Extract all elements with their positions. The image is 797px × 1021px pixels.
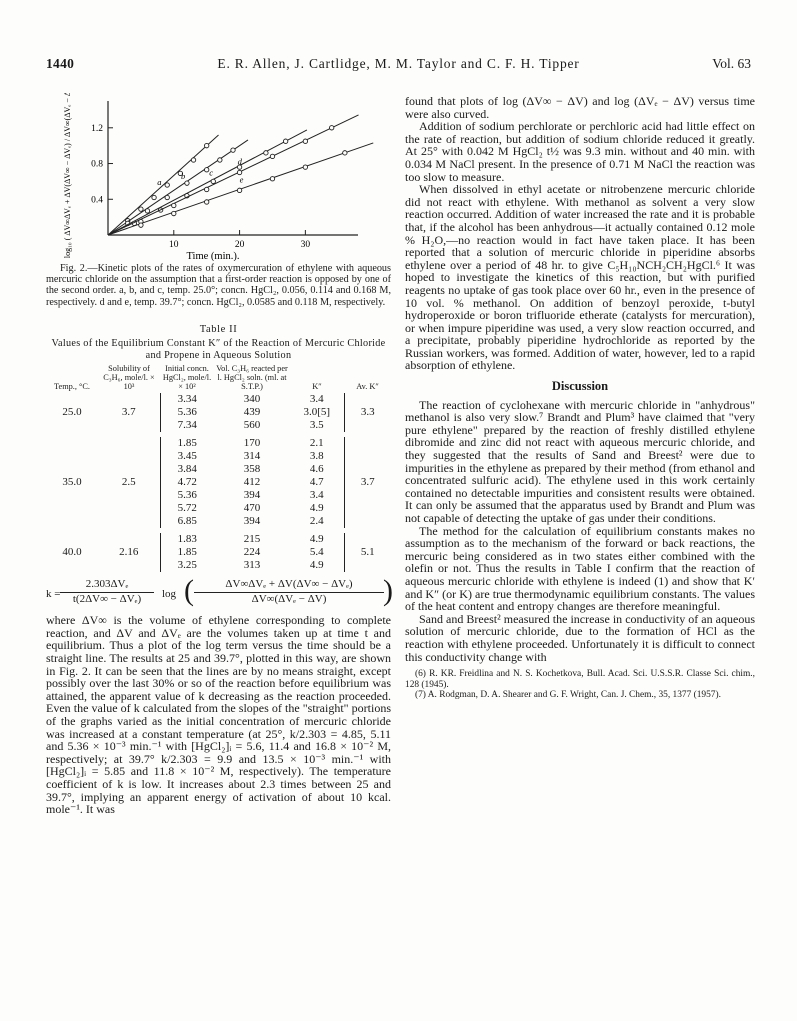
x-tick-label: 20 (234, 240, 245, 250)
cell-temp: 35.0 (62, 476, 82, 489)
running-authors: E. R. Allen, J. Cartlidge, M. M. Taylor and C. F. H. Tipper (217, 56, 580, 71)
table-row (46, 463, 391, 476)
cell-temp (46, 502, 98, 515)
cell-concn: 3.34 (160, 393, 214, 406)
data-point-d (303, 139, 307, 143)
equilibrium-table (46, 365, 391, 572)
cell-concn: 5.36 (160, 406, 214, 419)
cell-avk (344, 437, 391, 450)
cell-k: 5.4 (290, 546, 344, 559)
data-point-e (172, 211, 176, 215)
cell-solubility (98, 559, 160, 572)
cell-volume: 170 (243, 437, 261, 450)
cell-concn: 1.85 (160, 546, 214, 559)
cell-avk (344, 502, 391, 515)
page-header (46, 56, 751, 74)
footnote-6: (6) R. KR. Freidlina and N. S. Kochetkova, Bull. Acad. Sci. U.S.S.R. Classe Sci. chim., 128 (1945). (405, 669, 755, 690)
data-point-b (185, 181, 189, 185)
eq-frac1-denominator: t(2ΔV∞ − ΔVₑ) (72, 592, 142, 605)
cell-volume: 224 (243, 546, 261, 559)
col-solubility: Solubility of C₃H₆, mole/l. × 10³ (103, 364, 155, 391)
cell-k: 4.6 (290, 463, 344, 476)
cell-solubility (98, 533, 160, 546)
cell-concn: 1.83 (160, 533, 214, 546)
cell-concn: 1.85 (160, 437, 214, 450)
cell-volume: 439 (243, 406, 261, 419)
data-point-d (204, 187, 208, 191)
cell-avk (344, 393, 391, 406)
series-label-a: a (157, 176, 162, 187)
table-row (46, 515, 391, 528)
cell-avk (344, 450, 391, 463)
cell-avk: 3.3 (360, 406, 375, 419)
eq-paren-open: ( (184, 574, 194, 608)
table-row (46, 450, 391, 463)
right-paragraph-2: Addition of sodium perchlorate or perchloric acid had little effect on the rate of reaction, but addition of sodium chloride reduced it greatly. At 25° with 0.042 M HgCl₂ t½ was 9.3 min. without and 40 min. with 0.034 M NaCl present. In the presence of 0.71 M NaCl the reaction was too slow to measure. (405, 119, 755, 184)
series-line-b (108, 140, 248, 235)
col-temp: Temp., °C. (54, 381, 90, 391)
cell-solubility (98, 515, 160, 528)
x-axis-label: Time (min.). (186, 251, 240, 261)
volume-label: Vol. 63 (712, 56, 751, 71)
eq-k: k = (46, 588, 61, 601)
cell-avk (344, 419, 391, 432)
cell-avk: 3.7 (360, 476, 375, 489)
data-point-a (204, 143, 208, 147)
cell-concn: 5.36 (160, 489, 214, 502)
eq-frac2-numerator: ΔV∞ΔVₑ + ΔV(ΔV∞ − ΔVₑ) (194, 578, 384, 593)
data-point-e (139, 223, 143, 227)
cell-temp (46, 419, 98, 432)
cell-volume: 394 (243, 489, 261, 502)
cell-volume: 358 (243, 463, 261, 476)
col-k: K″ (312, 381, 322, 391)
cell-avk (344, 489, 391, 502)
footnote-7: (7) A. Rodgman, D. A. Shearer and G. F. Wright, Can. J. Chem., 35, 1377 (1957). (415, 690, 721, 701)
cell-k: 3.0[5] (290, 406, 344, 419)
series-label-d: d (237, 156, 242, 167)
cell-concn: 5.72 (160, 502, 214, 515)
table-row (46, 559, 391, 572)
left-body-text: where ΔV∞ is the volume of ethylene corresponding to complete reaction, and ΔV and ΔVₑ are the volumes taken up at time t and equilibrium. Thus a plot of the log term versus the time should be a straight line. The results at 25 and 39.7°, plotted in this way, are shown in Fig. 2. It can be seen that the lines are by no means straight, except possibly over the last 30% or so of the reaction before equilibrium was attained, the apparent value of k decreasing as the reaction proceeded. Even the value of k calculated from the slopes of the "straight" portions of the graphs varied as the initial concentration of mercuric chloride was increased at a constant temperature (at 25°, k/2.303 = 4.85, 5.11 and 5.36 × 10⁻³ min.⁻¹ with [HgCl₂]ᵢ = 5.6, 11.4 and 16.8 × 10⁻² M, respectively; at 39.7° k/2.303 = 9.9 and 13.5 × 10⁻³ min.⁻¹ with [HgCl₂]ᵢ = 5.85 and 11.8 × 10⁻² M, respectively). The temperature coefficient of k is low. It increases about 2.3 times between 25 and 39.7°, implying an apparent energy of activation of about 10 kcal. mole⁻¹. It was (46, 613, 391, 817)
cell-solubility (98, 393, 160, 406)
cell-k: 4.9 (290, 533, 344, 546)
table-row (46, 476, 391, 489)
series-label-c: c (209, 167, 214, 178)
cell-solubility (98, 437, 160, 450)
data-point-b (218, 158, 222, 162)
cell-solubility (98, 489, 160, 502)
cell-volume: 313 (243, 559, 261, 572)
cell-solubility (98, 463, 160, 476)
cell-temp (46, 489, 98, 502)
left-column (46, 93, 391, 816)
data-point-c (211, 179, 215, 183)
cell-temp (46, 559, 98, 572)
discussion-paragraph-2: The method for the calculation of equilibrium constants makes no assumption as to the mechanism of the forward or back reactions, the mercuric being considered as in two states either combined with the olefin or not. Thus the results in Table I confirm that the reaction of aqueous mercuric chloride with ethylene is indeed (1) and show that K′ and K″ (or K) are true thermodynamic equilibrium constants. The values of the heat content and entropy changes are therefore meaningful. (405, 523, 755, 614)
cell-solubility: 2.16 (119, 546, 139, 559)
col-volume: Vol. C₃H₆ reacted per l. HgCl₂ soln. (ml. at S.T.P.) (216, 364, 288, 391)
cell-k: 4.7 (290, 476, 344, 489)
series-line-d (108, 115, 359, 235)
data-point-e (237, 188, 241, 192)
right-paragraph-3: When dissolved in ethyl acetate or nitrobenzene mercuric chloride did not react with ethylene. With methanol as solvent a very slow reaction occurred. Addition of water increased the rate and it is probable that, if the alcohol has been anhydrous—it actually contained 0.12 mole % H₂O,—no reaction would in fact have taken place. It has been reported that a solution of mercuric chloride in piperidine absorbs ethylene over a period of 48 hr. to give C₅H₁₀NCH₂CH₂HgCl.⁶ It was hoped to investigate the kinetics of this reaction, but with purified reagents no uptake of gas took place over 60 hr., even in the presence of 10 vol. % methanol. On addition of benzoyl peroxide, t-butyl hydroperoxide or boron trifluoride etherate (catalysts for mercuration), or when impure piperidine was used, a very slow reaction occurred, and a precipitate, probably piperidine hydrochloride as reported by the Russian workers, was formed. Addition of water, however, led to a rapid absorption of ethylene. (405, 182, 755, 373)
cell-temp: 40.0 (62, 546, 82, 559)
eq-frac2-denominator: ΔV∞(ΔVₑ − ΔV) (251, 592, 327, 605)
page-number: 1440 (46, 56, 75, 71)
cell-k: 3.5 (290, 419, 344, 432)
cell-k: 4.9 (290, 502, 344, 515)
table-row (46, 419, 391, 432)
cell-solubility (98, 450, 160, 463)
right-column (405, 95, 755, 701)
data-point-e (270, 177, 274, 181)
data-point-b (231, 148, 235, 152)
cell-volume: 394 (243, 515, 261, 528)
data-point-b (165, 195, 169, 199)
col-initial-concn: Initial concn. HgCl₂, mole/l. × 10² (162, 364, 212, 391)
col-avk: Av. K″ (356, 381, 379, 391)
cell-volume: 340 (243, 393, 261, 406)
cell-temp (46, 450, 98, 463)
cell-solubility: 2.5 (121, 476, 136, 489)
series-label-b: b (180, 171, 186, 182)
eq-paren-close: ) (383, 574, 393, 608)
table-row (46, 533, 391, 546)
eq-fraction-1 (60, 578, 154, 605)
y-tick-label: 0.4 (91, 195, 103, 206)
table-row (46, 489, 391, 502)
table-row (46, 502, 391, 515)
table-row (46, 437, 391, 450)
cell-volume: 470 (243, 502, 261, 515)
footnotes (405, 669, 755, 701)
discussion-paragraph-1: The reaction of cyclohexane with mercuric chloride in "anhydrous" methanol is also very slow.⁷ Brandt and Plum³ have claimed that "very pure ethylene" prepared by the reaction of freshly distilled ethylene dibromide and zinc did not react with aqueous mercuric chloride, and they suggested that the results of Sand and Breest² were due to impurities in the ethylene as prepared by their method (from ethanol and concentrated sulfuric acid). The ethylene used in this work certainly contained no detectable impurities and consistent results were obtained. It can only be assumed that the apparatus used by Brandt and Plum was not capable of detecting the uptake of gas under their conditions. (405, 397, 755, 525)
x-tick-label: 30 (300, 240, 311, 250)
data-point-c (264, 151, 268, 155)
cell-volume: 215 (243, 533, 261, 546)
data-point-d (172, 203, 176, 207)
cell-k: 2.1 (290, 437, 344, 450)
cell-temp (46, 437, 98, 450)
cell-concn: 6.85 (160, 515, 214, 528)
table-caption: Values of the Equilibrium Constant K″ of the Reaction of Mercuric Chloride and Propene in Aqueous Solution (51, 338, 386, 362)
cell-avk (344, 559, 391, 572)
cell-k: 3.4 (290, 489, 344, 502)
cell-k: 2.4 (290, 515, 344, 528)
cell-volume: 412 (243, 476, 261, 489)
cell-concn: 3.25 (160, 559, 214, 572)
discussion-paragraph-3: Sand and Breest² measured the increase in conductivity of an aqueous solution of mercuric chloride, due to the formation of HCl as the reaction with ethylene proceeded. Unfortunately it is difficult to connect this conductivity change with (405, 611, 755, 664)
cell-volume: 314 (243, 450, 261, 463)
cell-k: 3.8 (290, 450, 344, 463)
cell-temp: 25.0 (62, 406, 82, 419)
rate-equation (46, 574, 393, 610)
cell-avk: 5.1 (360, 546, 375, 559)
y-tick-label: 0.8 (91, 159, 103, 170)
data-point-b (204, 168, 208, 172)
cell-concn: 7.34 (160, 419, 214, 432)
cell-solubility (98, 419, 160, 432)
cell-solubility (98, 502, 160, 515)
cell-avk (344, 463, 391, 476)
data-point-b (145, 209, 149, 213)
table-row (46, 546, 391, 559)
series-label-e: e (239, 174, 244, 185)
cell-temp (46, 533, 98, 546)
kinetic-plot (46, 93, 391, 261)
cell-volume: 560 (243, 419, 261, 432)
cell-temp (46, 393, 98, 406)
x-tick-label: 10 (169, 240, 179, 250)
table-row (46, 406, 391, 419)
data-point-c (283, 139, 287, 143)
data-point-a (139, 207, 143, 211)
eq-log: log (162, 588, 177, 601)
data-point-a (152, 195, 156, 199)
cell-temp (46, 463, 98, 476)
data-point-a (191, 158, 195, 162)
y-tick-label: 1.2 (91, 123, 103, 134)
cell-avk (344, 515, 391, 528)
right-paragraph-1: found that plots of log (ΔV∞ − ΔV) and log (ΔVₑ − ΔV) versus time were also curved. (405, 94, 755, 121)
eq-fraction-2 (194, 578, 384, 605)
table-title: Table II (199, 323, 238, 335)
data-point-d (270, 154, 274, 158)
cell-k: 3.4 (290, 393, 344, 406)
cell-concn: 4.72 (160, 476, 214, 489)
eq-frac1-numerator: 2.303ΔVₑ (60, 578, 154, 593)
cell-k: 4.9 (290, 559, 344, 572)
cell-solubility: 3.7 (121, 406, 136, 419)
data-point-e (303, 165, 307, 169)
figure-caption: Fig. 2.—Kinetic plots of the rates of oxymercuration of ethylene with aqueous mercuric chloride on the assumption that a first-order reaction is opposed by one of the second order. a, b, and c, temp. 25.0°; concn. HgCl₂, 0.056, 0.114 and 0.168 M, respectively. d and e, temp. 39.7°; concn. HgCl₂, 0.0585 and 0.118 M, respectively. (46, 263, 391, 308)
y-axis-label: log₁₀ ( ΔV∞ΔVₑ + ΔV(ΔV∞ − ΔVₑ) / ΔV∞(ΔVₑ − ΔV) ) (63, 93, 72, 259)
cell-temp (46, 515, 98, 528)
cell-concn: 3.84 (160, 463, 214, 476)
data-point-e (204, 200, 208, 204)
data-point-a (165, 183, 169, 187)
data-point-e (343, 151, 347, 155)
figure-2 (46, 93, 391, 261)
cell-avk (344, 533, 391, 546)
data-point-d (329, 126, 333, 130)
cell-concn: 3.45 (160, 450, 214, 463)
section-title-discussion: Discussion (551, 379, 609, 394)
table-row (46, 393, 391, 406)
